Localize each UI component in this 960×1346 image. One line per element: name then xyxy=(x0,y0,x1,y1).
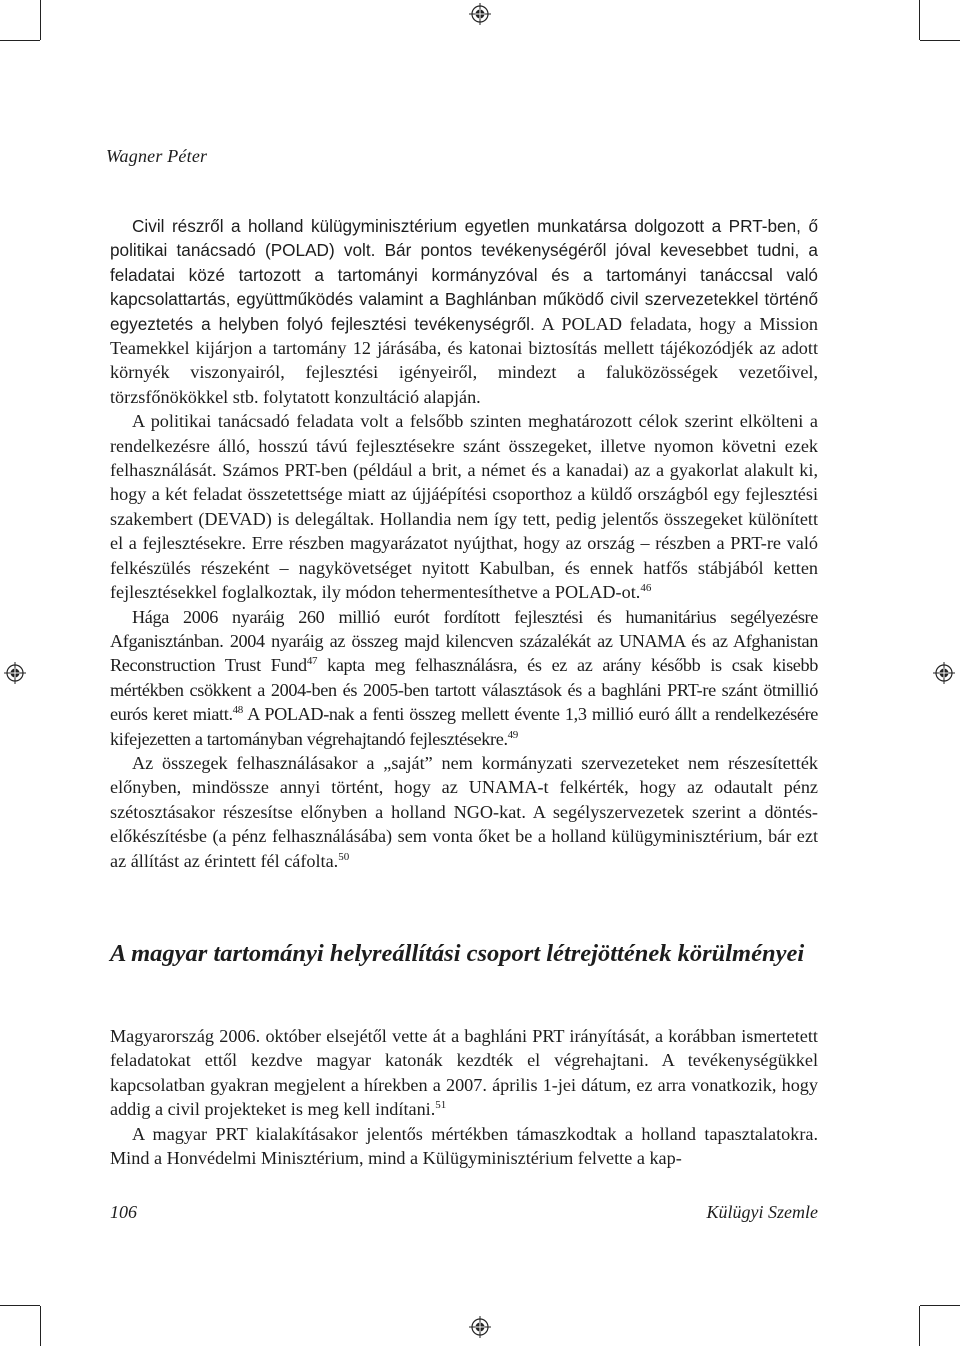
footnote-ref-49[interactable]: 49 xyxy=(507,728,518,741)
registration-right-icon xyxy=(933,662,955,684)
paragraph-hague-funding-text-2: kapta meg felhasználásra, és ez az arány később is csak kisebb mértékben csökkent a 2004-ben és 2005-ben tartott választások és a baghláni PRT-re szánt ötmillió eurós keret miatt. xyxy=(110,655,819,725)
paragraph-hague-funding-text-1: Hága 2006 nyaráig 260 millió eurót fordított fejlesztési és humanitárius segélyezésre Afganisztánban. 2004 nyaráig az összeg majd kilencven százalékát az UNAMA és az Afghanistan Reconstruction Trust Fund xyxy=(110,606,818,676)
paragraph-hague-funding xyxy=(110,605,818,751)
crop-mark-bottom-left-v xyxy=(40,1306,41,1346)
paragraph-hungary-takeover-text: Magyarország 2006. október elsejétől vette át a baghláni PRT irányítását, a korábban ismertetett feladatokat ettől kezdve magyar katonák kezdték el végrehajtani. A tevékenységükkel kapcsolatban gyakran megjelent a hírekben a 2007. április 1-jei dátum, ez arra vonatkozik, hogy addig a civil projekteket is meg kell indítani. xyxy=(110,1026,818,1120)
crop-mark-top-right-h xyxy=(920,40,960,41)
crop-mark-bottom-left-h xyxy=(0,1305,40,1306)
crop-mark-bottom-right-v xyxy=(919,1306,920,1346)
footnote-ref-46[interactable]: 46 xyxy=(640,582,652,595)
paragraph-ngo xyxy=(110,751,818,873)
crop-mark-top-right-v xyxy=(919,0,920,40)
footnote-ref-47[interactable]: 47 xyxy=(306,655,318,668)
section-heading: A magyar tartományi helyreállítási csoport létrejöttének körülményei xyxy=(110,940,805,967)
journal-title: Külügyi Szemle xyxy=(706,1202,818,1222)
paragraph-polad-role xyxy=(110,214,818,409)
registration-left-icon xyxy=(4,662,26,684)
registration-top-icon xyxy=(469,3,491,25)
footnote-ref-51[interactable]: 51 xyxy=(435,1099,447,1112)
paragraph-hungarian-prt xyxy=(110,1122,818,1171)
paragraph-hungarian-prt-text: A magyar PRT kialakításakor jelentős mértékben támaszkodtak a holland tapasztalatokra. Mind a Honvédelmi Minisztérium, mind a Külügyminisztérium felvette a kap- xyxy=(110,1123,818,1169)
footnote-ref-48[interactable]: 48 xyxy=(232,704,243,717)
page-number: 106 xyxy=(110,1202,137,1222)
registration-bottom-icon xyxy=(469,1316,491,1338)
body-text-upper xyxy=(110,214,818,873)
footnote-ref-50[interactable]: 50 xyxy=(338,850,350,863)
paragraph-hungary-takeover xyxy=(110,1024,818,1122)
crop-mark-top-left-h xyxy=(0,40,40,41)
paragraph-ngo-text: Az összegek felhasználásakor a „saját” nem kormányzati szervezeteket nem részesítették előnyben, mindössze annyi történt, hogy az UNAMA-t felkérték, hogy az odautalt pénz szétosztásakor részesítse előnyben a holland NGO-kat. A segélyszervezetek szerint a döntés-előkészítésbe (a pénz felhasználásába) sem vonta őket be a holland külügyminisztérium, bár ezt az állítást az érintett fél cáfolta. xyxy=(110,752,818,871)
paragraph-polad-role-serif: A POLAD feladata, hogy a Mission Teamekkel kijárjon a tartomány 12 járásába, és katonai biztosítás mellett tájékozódjék az adott környék viszonyairól, fejlesztési igényeiről, mindezt a faluközösségek vezetőivel, törzsfőnökökkel stb. folytatott konzultáció alapján. xyxy=(110,313,819,407)
crop-mark-bottom-right-h xyxy=(920,1305,960,1306)
paragraph-polad-budget-text: A politikai tanácsadó feladata volt a felsőbb szinten meghatározott célok szerint elkölteni a rendelkezésre álló, hosszú távú fejlesztésekre szánt összegeket, illetve nyomon követni ezek felhasználását. Számos PRT-ben (például a brit, a német és a kanadai) az a gyakorlat alakult ki, hogy a két feladat összetettsége miatt az újjáépítési csoporthoz a küldő országból egy fejlesztési szakembert (DEVAD) is delegáltak. Hollandia nem így tett, pedig jelentős összegeket különített el a fejlesztésekre. Erre részben magyarázatot nyújthat, hogy az ország – részben a PRT-re való felkészülés részeként – nagykövetséget nyitott Kabulban, és ennek hatfős stábjából ketten fejlesztésekkel foglalkoztak, ily módon tehermentesíthetve a POLAD-ot. xyxy=(110,411,818,603)
crop-mark-top-left-v xyxy=(40,0,41,40)
paragraph-polad-role-sans: Civil részről a holland külügyminisztérium egyetlen munkatársa dolgozott a PRT-ben, ő politikai tanácsadó (POLAD) volt. Bár pontos tevékenységéről jóval kevesebbet tudni, a feladatai közé tartozott a tartományi kormányzóval és a tartományi tanáccsal való kapcsolattartás, együttműködés valamint a Baghlánban működő civil szervezetekkel történő egyeztetés a helyben folyó fejlesztési tevékenységről. xyxy=(110,216,818,334)
paragraph-polad-budget xyxy=(110,409,818,604)
running-head-author: Wagner Péter xyxy=(106,146,208,166)
paragraph-hague-funding-text-3: A POLAD-nak a fenti összeg mellett évente 1,3 millió euró állt a rendelkezésére kifejezetten a tartományban végrehajtandó fejlesztésekre. xyxy=(110,704,819,749)
body-text-lower xyxy=(110,1024,818,1170)
